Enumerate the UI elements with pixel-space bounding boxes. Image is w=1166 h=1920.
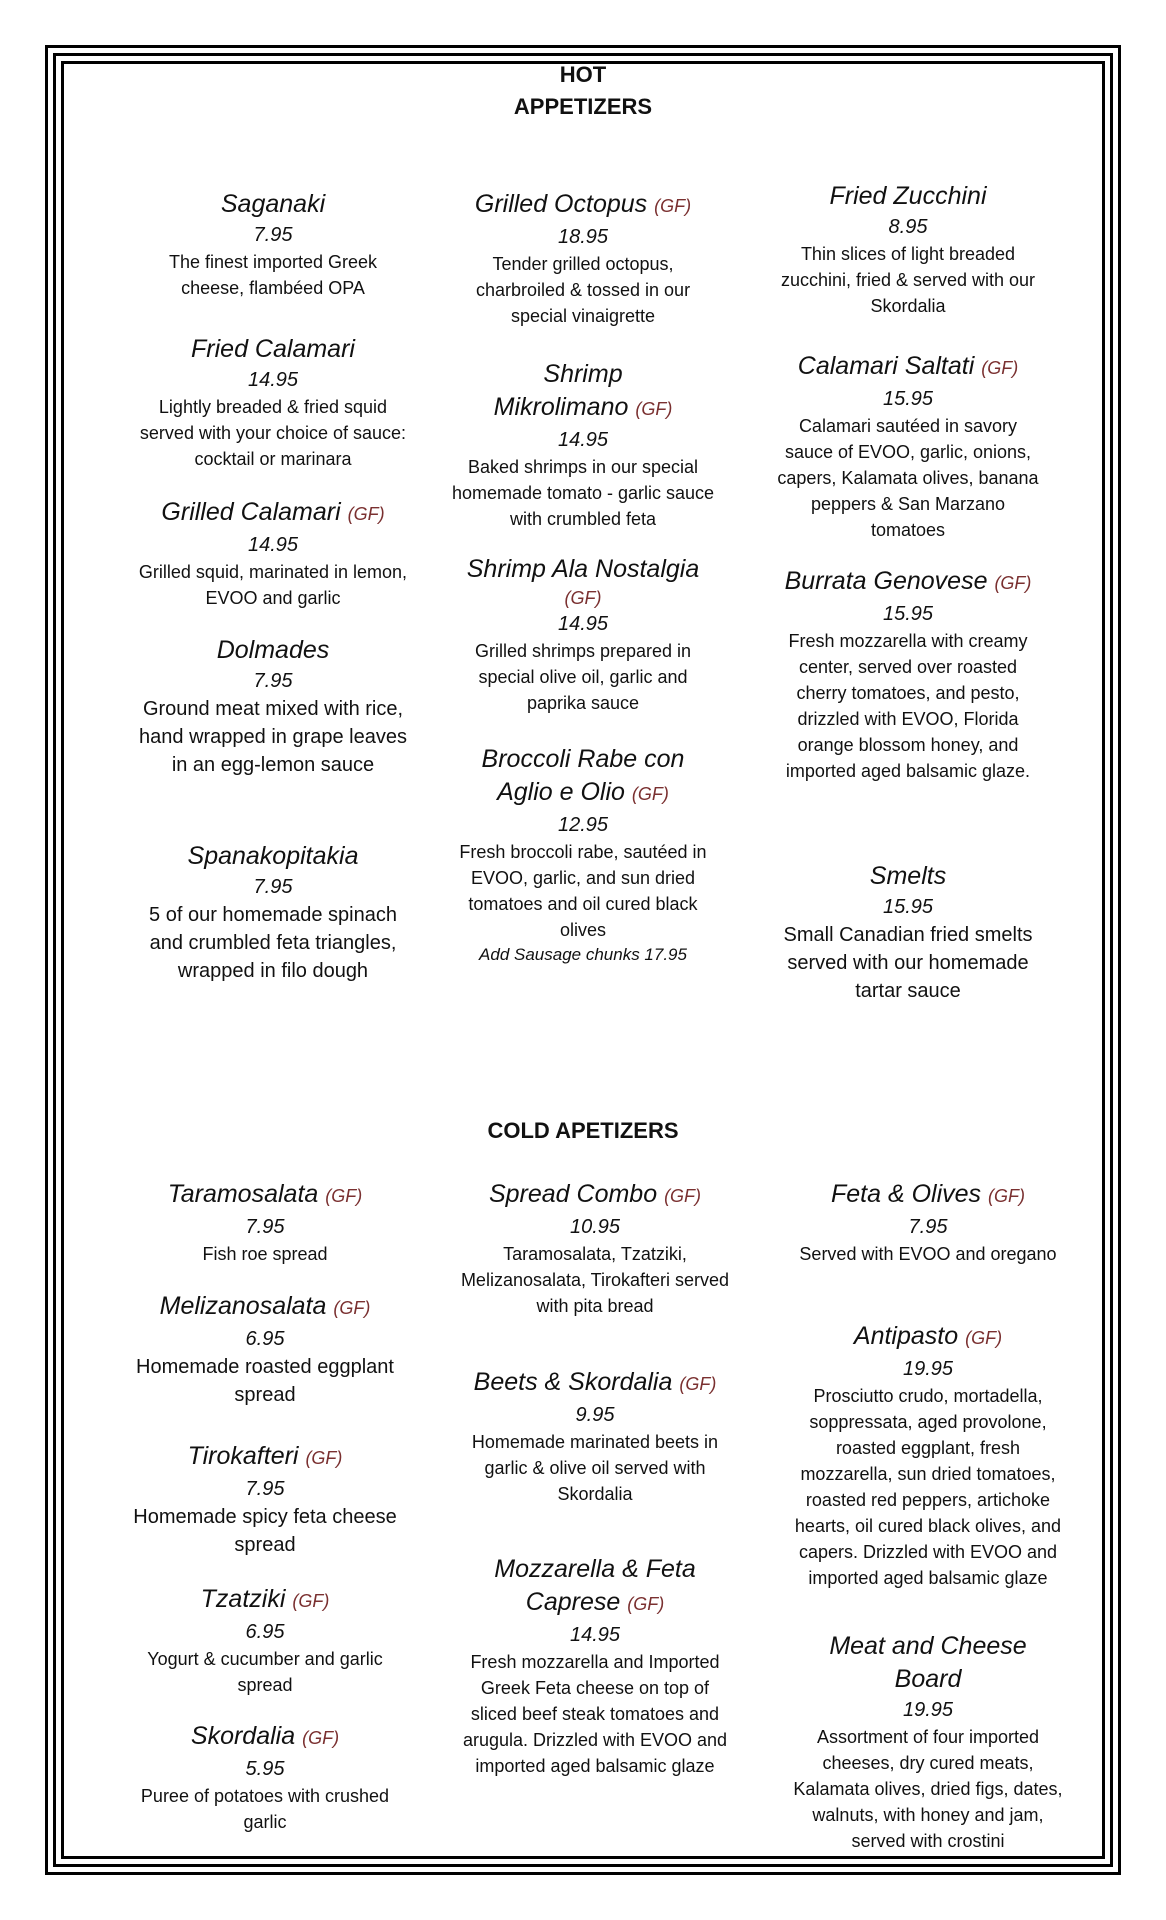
gluten-free-tag: (GF) [347, 504, 385, 524]
gluten-free-tag: (GF) [965, 1328, 1003, 1348]
item-price: 14.95 [569, 1624, 621, 1646]
item-description: Baked shrimps in our special homemade tomato - garlic sauce with crumbled feta [451, 457, 715, 529]
item-price: 15.95 [882, 388, 934, 410]
menu-item-dolmades [138, 634, 408, 779]
gluten-free-tag: (GF) [325, 1186, 363, 1206]
item-name-text: Burrata Genovese [784, 567, 988, 595]
menu-item-grilled-calamari [138, 496, 408, 611]
item-name [793, 1320, 1063, 1355]
item-name [448, 743, 718, 811]
menu-item-tirokafteri [130, 1440, 400, 1559]
item-price: 7.95 [245, 1478, 285, 1500]
item-description: Yogurt & cucumber and garlic spread [147, 1649, 383, 1695]
item-name-text: Calamari Saltati [797, 352, 975, 380]
hot-title-line-1: HOT [559, 62, 607, 87]
item-price: 7.95 [253, 224, 293, 246]
item-name: Saganaki [220, 190, 326, 218]
item-name [793, 1178, 1063, 1213]
item-description: Lightly breaded & fried squid served with your choice of sauce: cocktail or marinara [139, 397, 407, 469]
item-description: Thin slices of light breaded zucchini, fried & served with our Skordalia [780, 244, 1036, 316]
gluten-free-tag: (GF) [679, 1374, 717, 1394]
item-name-text: Grilled Calamari [161, 498, 341, 526]
item-name: Fried Zucchini [829, 182, 987, 210]
gluten-free-tag: (GF) [994, 573, 1032, 593]
item-price: 8.95 [888, 216, 928, 238]
item-name-text: Antipasto [853, 1322, 959, 1350]
item-price: 14.95 [557, 429, 609, 451]
item-name-text: Feta & Olives [831, 1180, 982, 1208]
item-name [773, 350, 1043, 385]
item-description: The finest imported Greek cheese, flambéed OPA [168, 252, 378, 298]
item-price: 7.95 [253, 670, 293, 692]
menu-item-spread-combo [460, 1178, 730, 1319]
item-name [773, 565, 1043, 600]
item-description: Prosciutto crudo, mortadella, soppressata, aged provolone, roasted eggplant, fresh mozzarella, sun dried tomatoes, roasted red peppers, artichoke hearts, oil cured black olives, and capers. Drizzled with EVOO and imported aged balsamic glaze [794, 1386, 1062, 1588]
item-description: Homemade marinated beets in garlic & olive oil served with Skordalia [471, 1432, 719, 1504]
item-price: 14.95 [247, 369, 299, 391]
item-description: Calamari sautéed in savory sauce of EVOO, garlic, onions, capers, Kalamata olives, banana peppers & San Marzano tomatoes [777, 416, 1039, 540]
menu-item-tzatziki [130, 1583, 400, 1698]
item-name [460, 1366, 730, 1401]
item-price: 6.95 [245, 1328, 285, 1350]
menu-item-shrimp-ala-nostalgia [448, 553, 718, 716]
item-name-text: Taramosalata [167, 1180, 319, 1208]
gluten-free-tag: (GF) [654, 196, 692, 216]
item-name-text: Melizanosalata [159, 1292, 327, 1320]
item-name-text: Broccoli Rabe con Aglio e Olio [481, 745, 685, 806]
item-description: Tender grilled octopus, charbroiled & tossed in our special vinaigrette [475, 254, 691, 326]
gluten-free-tag: (GF) [631, 784, 669, 804]
menu-item-beets-skordalia [460, 1366, 730, 1507]
item-name-text: Shrimp Mikrolimano [493, 360, 629, 421]
hot-title-line-2: APPETIZERS [513, 94, 653, 119]
item-name [130, 1440, 400, 1475]
item-description: Puree of potatoes with crushed garlic [140, 1786, 390, 1832]
gluten-free-tag: (GF) [981, 358, 1019, 378]
menu-item-antipasto [793, 1320, 1063, 1591]
item-description: Homemade spicy feta cheese spread [133, 1506, 397, 1556]
item-price: 9.95 [575, 1404, 615, 1426]
item-price: 18.95 [557, 226, 609, 248]
item-price: 6.95 [245, 1621, 285, 1643]
item-name-text: Spread Combo [488, 1180, 658, 1208]
item-name [130, 1720, 400, 1755]
item-description: Grilled shrimps prepared in special olive oil, garlic and paprika sauce [474, 641, 692, 713]
item-description: Fresh mozzarella with creamy center, served over roasted cherry tomatoes, and pesto, drizzled with EVOO, Florida orange blossom honey, and imported aged balsamic glaze. [785, 631, 1031, 781]
item-price: 7.95 [253, 876, 293, 898]
menu-item-smelts [773, 860, 1043, 1005]
item-name [138, 496, 408, 531]
item-price: 14.95 [247, 534, 299, 556]
gluten-free-tag: (GF) [664, 1186, 702, 1206]
item-price: 19.95 [902, 1358, 954, 1380]
menu-item-burrata-genovese [773, 565, 1043, 784]
item-description: 5 of our homemade spinach and crumbled feta triangles, wrapped in filo dough [149, 904, 397, 982]
item-price: 15.95 [882, 603, 934, 625]
item-description: Homemade roasted eggplant spread [136, 1356, 394, 1406]
menu-item-shrimp-mikrolimano [448, 358, 718, 532]
gluten-free-tag: (GF) [292, 1591, 330, 1611]
item-price: 12.95 [557, 814, 609, 836]
gluten-free-tag: (GF) [333, 1298, 371, 1318]
menu-item-saganaki [138, 188, 408, 301]
menu-item-fried-calamari [138, 333, 408, 472]
item-add-on: Add Sausage chunks 17.95 [479, 945, 687, 964]
gluten-free-tag: (GF) [305, 1448, 343, 1468]
item-description: Fresh broccoli rabe, sautéed in EVOO, garlic, and sun dried tomatoes and oil cured black olives [459, 842, 707, 940]
menu-item-feta-olives [793, 1178, 1063, 1267]
item-description: Assortment of four imported cheeses, dry cured meats, Kalamata olives, dried figs, dates, walnuts, with honey and jam, served with crostini [793, 1727, 1063, 1851]
item-price: 19.95 [902, 1699, 954, 1721]
item-name-text: Grilled Octopus [474, 190, 648, 218]
menu-item-broccoli-rabe [448, 743, 718, 967]
cold-title: COLD APETIZERS [487, 1118, 679, 1143]
item-description: Served with EVOO and oregano [799, 1244, 1057, 1264]
menu-item-grilled-octopus [448, 188, 718, 329]
item-description: Taramosalata, Tzatziki, Melizanosalata, Tirokafteri served with pita bread [460, 1244, 730, 1316]
item-name [130, 1178, 400, 1213]
item-name-text: Beets & Skordalia [473, 1368, 673, 1396]
item-price: 5.95 [245, 1758, 285, 1780]
item-name-text: Tzatziki [200, 1585, 286, 1613]
gluten-free-tag: (GF) [302, 1728, 340, 1748]
menu-item-calamari-saltati [773, 350, 1043, 543]
menu-item-spanakopitakia [138, 840, 408, 985]
item-name-text: Mozzarella & Feta Caprese [494, 1555, 696, 1616]
menu-item-mozzarella-feta-caprese [460, 1553, 730, 1779]
gluten-free-tag: (GF) [988, 1186, 1025, 1206]
item-name: Spanakopitakia [187, 842, 359, 870]
menu-item-skordalia [130, 1720, 400, 1835]
item-name-text: Tirokafteri [187, 1442, 299, 1470]
menu-item-melizanosalata [130, 1290, 400, 1409]
item-name: Fried Calamari [191, 335, 355, 363]
item-name: Meat and Cheese Board [829, 1632, 1027, 1693]
item-name-text: Skordalia [190, 1722, 296, 1750]
item-name [130, 1583, 400, 1618]
item-price: 15.95 [882, 896, 934, 918]
item-price: 7.95 [908, 1216, 948, 1238]
gluten-free-tag: (GF) [627, 1594, 665, 1614]
item-description: Grilled squid, marinated in lemon, EVOO and garlic [138, 562, 408, 608]
item-description: Ground meat mixed with rice, hand wrapped in grape leaves in an egg-lemon sauce [139, 698, 407, 776]
item-name [448, 358, 718, 426]
gluten-free-tag: (GF) [635, 399, 673, 419]
item-description: Small Canadian fried smelts served with our homemade tartar sauce [783, 924, 1033, 1002]
item-name [460, 1178, 730, 1213]
item-description: Fish roe spread [202, 1244, 328, 1264]
item-price: 14.95 [557, 613, 609, 635]
item-name [130, 1290, 400, 1325]
menu-item-meat-cheese-board [793, 1630, 1063, 1854]
item-name: Smelts [869, 862, 947, 890]
gluten-free-tag: (GF) [564, 588, 602, 608]
menu-item-taramosalata [130, 1178, 400, 1267]
item-name: Dolmades [216, 636, 330, 664]
item-description: Fresh mozzarella and Imported Greek Feta cheese on top of sliced beef steak tomatoes and arugula. Drizzled with EVOO and imported aged balsamic glaze [462, 1652, 728, 1776]
item-name: Shrimp Ala Nostalgia [466, 555, 700, 583]
item-name [460, 1553, 730, 1621]
item-name [448, 188, 718, 223]
item-price: 10.95 [569, 1216, 621, 1238]
item-price: 7.95 [245, 1216, 285, 1238]
menu-item-fried-zucchini [773, 180, 1043, 319]
